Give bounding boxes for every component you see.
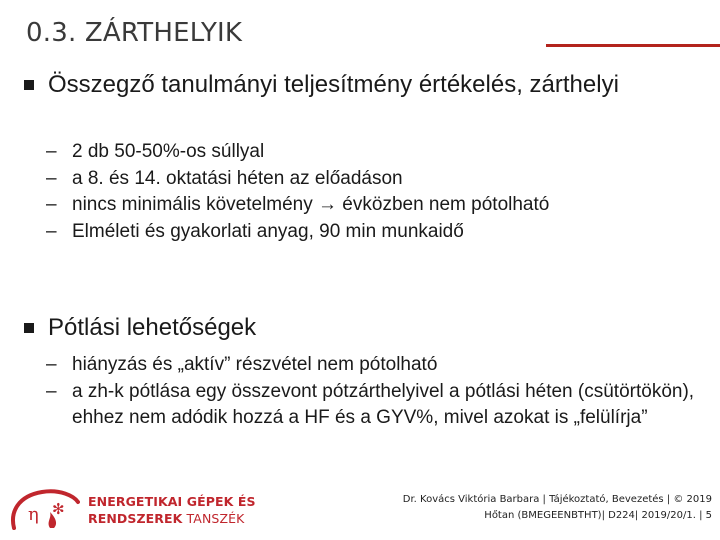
list-item [46,192,702,219]
dash-marker: – [46,220,57,242]
sub-list-zarthelyi [46,139,702,245]
list-item [46,352,702,379]
logo-line2 [88,510,256,527]
bullet-text: Pótlási lehetőségek [48,314,257,341]
list-item-text: Elméleti és gyakorlati anyag, 90 min munkaidő [72,220,464,242]
list-item [46,379,702,432]
dash-marker: – [46,354,57,375]
logo-text [88,493,256,527]
dash-marker: – [46,141,57,162]
footer-credit-line2: Hőtan (BMEGEENBTHT)| D224| 2019/20/1. | 5 [484,510,712,521]
dash-marker: – [46,167,57,189]
svg-text:✻: ✻ [52,500,65,518]
list-item-text: hiányzás és „aktív” részvétel nem pótolható [72,354,438,375]
logo-mark-icon [8,488,80,532]
logo-line1: ENERGETIKAI GÉPEK ÉS [88,494,256,509]
dash-marker: – [46,194,57,215]
dash-marker: – [46,380,57,402]
bullet-potlas [24,312,688,344]
logo-line2-bold: RENDSZEREK [88,511,183,526]
footer-credit-line1: Dr. Kovács Viktória Barbara | Tájékoztató, Bevezetés | © 2019 [402,494,712,505]
bullet-square-icon [24,80,34,90]
footer-credit [403,492,712,524]
list-item-text: nincs minimális követelmény → évközben nem pótolható [72,194,550,215]
slide-title: 0.3. ZÁRTHELYIK [26,18,243,48]
bullet-zarthelyi [24,69,648,101]
list-item-text: a zh-k pótlása egy összevont pótzárthelyivel a pótlási héten (csütörtökön), ehhez nem adódik hozzá a HF és a GYV%, mivel azokat is „felülírja” [72,380,695,428]
list-item-text: a 8. és 14. oktatási héten az előadáson [72,167,403,189]
bullet-text: Összegző tanulmányi teljesítmény értékelés, zárthelyi [48,71,619,98]
title-accent-rule [546,44,720,47]
list-item [46,166,702,193]
svg-text:η: η [28,504,39,525]
list-item [46,139,702,166]
bullet-square-icon [24,323,34,333]
list-item [46,219,702,246]
department-logo [8,488,256,532]
logo-line2-light: TANSZÉK [182,511,245,526]
sub-list-potlas [46,352,702,432]
list-item-text: 2 db 50-50%-os súllyal [72,141,265,162]
